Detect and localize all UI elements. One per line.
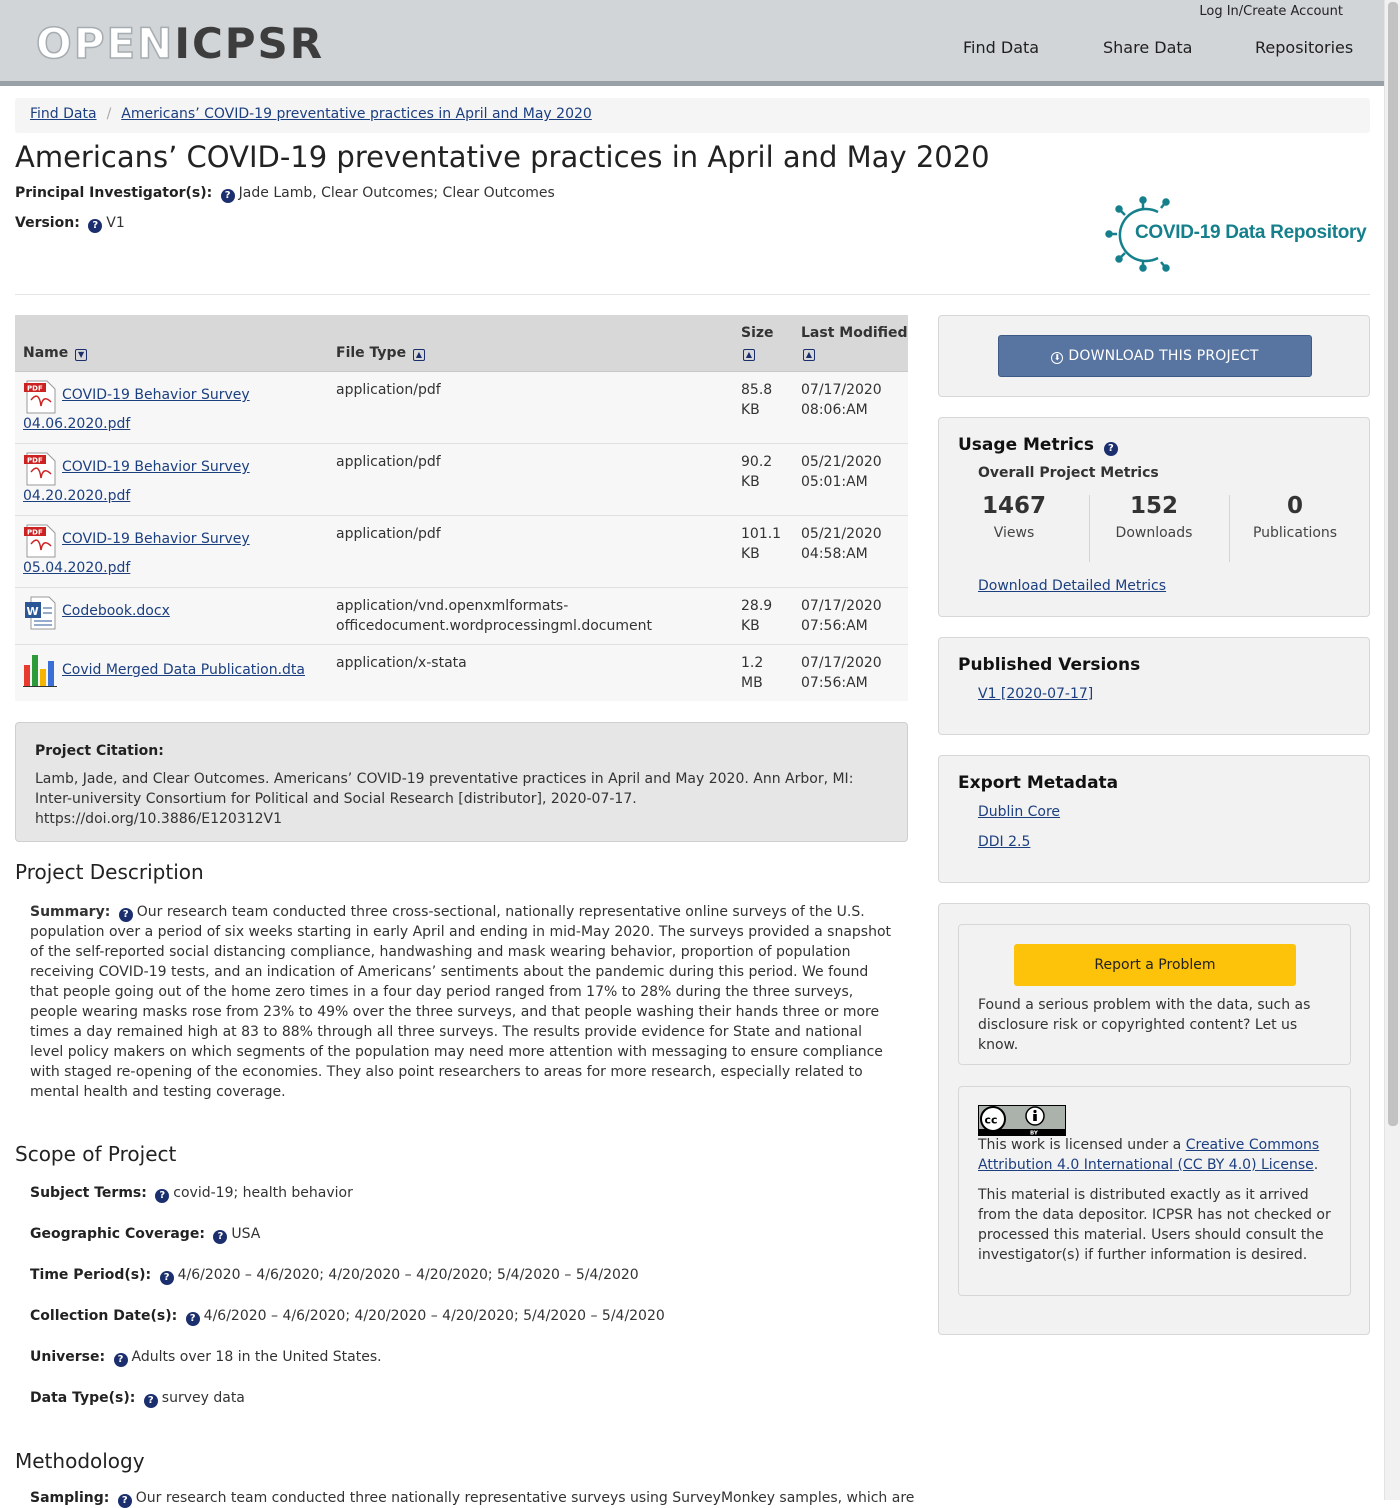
project-citation: [15, 722, 908, 842]
file-type: application/x-stata: [336, 655, 467, 671]
scope-time-periods: Time Period(s): ? 4/6/2020 – 4/6/2020; 4/20/2020 – 4/20/2020; 5/4/2020 – 5/4/2020: [30, 1267, 639, 1283]
help-icon[interactable]: ?: [144, 1394, 158, 1408]
scope-data-types: Data Type(s): ? survey data: [30, 1390, 245, 1406]
breadcrumb-separator: /: [106, 106, 112, 122]
citation-label: Project Citation:: [35, 743, 164, 759]
file-type: application/vnd.openxmlformats- officedocument.wordprocessingml.document: [336, 598, 652, 634]
openicpsr-logo[interactable]: OPENICPSR: [36, 19, 325, 68]
breadcrumb: [15, 98, 1370, 133]
help-icon[interactable]: ?: [160, 1271, 174, 1285]
file-link[interactable]: COVID-19 Behavior Survey 04.20.2020.pdf: [23, 459, 250, 504]
download-panel: [938, 315, 1370, 397]
covid-repository-logo-text: COVID-19 Data Repository: [1135, 222, 1367, 243]
covid-repository-logo[interactable]: [1105, 196, 1367, 276]
report-license-panel: [938, 903, 1370, 1335]
scope-subject-terms: Subject Terms: ? covid-19; health behavior: [30, 1185, 353, 1201]
section-heading-scope: Scope of Project: [15, 1142, 177, 1166]
help-icon[interactable]: ?: [88, 219, 102, 233]
svg-text:cc: cc: [984, 1113, 998, 1127]
file-type: application/pdf: [336, 526, 441, 542]
metric-views: 1467 Views: [981, 493, 1046, 541]
scrollbar-thumb[interactable]: [1388, 2, 1398, 1126]
page-title: Americans’ COVID-19 preventative practices in April and May 2020: [15, 140, 990, 174]
file-link[interactable]: COVID-19 Behavior Survey 04.06.2020.pdf: [23, 387, 250, 432]
nav-share-data[interactable]: Share Data: [1103, 38, 1193, 57]
usage-metrics-panel: [938, 417, 1370, 617]
file-size: 1.2 MB: [741, 655, 764, 691]
svg-text:W: W: [26, 605, 39, 618]
file-modified: 05/21/2020 04:58:AM: [801, 526, 882, 562]
export-metadata-panel: [938, 755, 1370, 883]
file-link[interactable]: COVID-19 Behavior Survey 05.04.2020.pdf: [23, 531, 250, 576]
login-create-account-link[interactable]: Log In/Create Account: [1199, 4, 1343, 19]
sort-down-icon[interactable]: ▼: [75, 349, 87, 361]
version-value: V1: [106, 215, 125, 231]
summary-label: Summary:: [30, 904, 111, 920]
file-size: 85.8 KB: [741, 382, 773, 418]
help-icon[interactable]: ?: [114, 1353, 128, 1367]
help-icon[interactable]: ?: [1104, 442, 1118, 456]
file-size: 101.1 KB: [741, 526, 782, 562]
file-modified: 07/17/2020 07:56:AM: [801, 598, 882, 634]
pi-value: Jade Lamb, Clear Outcomes; Clear Outcomes: [238, 185, 555, 201]
summary: [30, 902, 896, 1102]
metric-publications: 0 Publications: [1252, 493, 1338, 541]
scope-universe: Universe: ? Adults over 18 in the United States.: [30, 1349, 382, 1365]
published-versions-panel: [938, 637, 1370, 735]
pi-label: Principal Investigator(s): [15, 185, 207, 201]
file-table: [15, 315, 908, 701]
help-icon[interactable]: ?: [118, 1494, 132, 1508]
file-row: [15, 645, 908, 701]
cc-license-link[interactable]: Creative Commons Attribution 4.0 International (CC BY 4.0) License: [978, 1137, 1320, 1173]
file-type: application/pdf: [336, 382, 441, 398]
column-header-name[interactable]: Name ▼: [23, 343, 87, 363]
file-link[interactable]: Covid Merged Data Publication.dta: [62, 662, 306, 678]
published-versions-title: Published Versions: [958, 655, 1141, 675]
vertical-scrollbar[interactable]: [1384, 0, 1400, 1500]
file-modified: 07/17/2020 08:06:AM: [801, 382, 882, 418]
svg-text:PDF: PDF: [27, 384, 43, 393]
help-icon[interactable]: ?: [221, 189, 235, 203]
cc-by-license-badge[interactable]: [978, 1105, 1066, 1136]
breadcrumb-find-data[interactable]: Find Data: [30, 106, 97, 122]
version-label: Version: [15, 215, 75, 231]
methodology-sampling: Sampling: ? Our research team conducted three nationally representative surveys using SurveyMonkey samples, which are: [30, 1490, 915, 1506]
download-detailed-metrics-link[interactable]: Download Detailed Metrics: [978, 578, 1167, 594]
file-row: [15, 588, 908, 645]
file-link[interactable]: Codebook.docx: [62, 603, 170, 619]
section-heading-methodology: Methodology: [15, 1449, 145, 1473]
site-header: [0, 0, 1384, 86]
overall-metrics-subtitle: Overall Project Metrics: [978, 465, 1159, 481]
version-link[interactable]: V1 [2020-07-17]: [978, 686, 1094, 702]
report-problem-box: [958, 924, 1351, 1065]
help-icon[interactable]: ?: [155, 1189, 169, 1203]
export-ddi-link[interactable]: DDI 2.5: [978, 834, 1031, 850]
report-problem-text: Found a serious problem with the data, such as disclosure risk or copyrighted content? Let us know.: [978, 997, 1311, 1053]
svg-text:PDF: PDF: [27, 528, 43, 537]
license-statement: This work is licensed under a Creative Commons Attribution 4.0 International (CC BY 4.0) License.: [978, 1137, 1320, 1173]
export-dublin-core-link[interactable]: Dublin Core: [978, 804, 1061, 820]
citation-text: Lamb, Jade, and Clear Outcomes. Americans’ COVID-19 preventative practices in April and May 2020. Ann Arbor, MI: Inter-university Consortium for Political and Social Research [distributor], 2020-07-17. https://doi.org/10.3886/E120312V1: [35, 771, 854, 827]
scope-geographic-coverage: Geographic Coverage: ? USA: [30, 1226, 261, 1242]
principal-investigators: Principal Investigator(s): ? Jade Lamb, Clear Outcomes; Clear Outcomes: [15, 185, 555, 201]
file-row: [15, 516, 908, 588]
sort-up-icon[interactable]: ▲: [413, 349, 425, 361]
file-modified: 07/17/2020 07:56:AM: [801, 655, 882, 691]
file-table-header: [15, 315, 908, 372]
usage-metrics-title: Usage Metrics ?: [958, 435, 1122, 456]
help-icon[interactable]: ?: [119, 908, 133, 922]
license-box: [958, 1086, 1351, 1296]
svg-text:BY: BY: [1030, 1130, 1038, 1136]
export-metadata-title: Export Metadata: [958, 773, 1119, 793]
column-header-file-type[interactable]: File Type ▲: [336, 343, 425, 363]
sort-up-icon[interactable]: ▲: [743, 349, 755, 361]
sort-up-icon[interactable]: ▲: [803, 349, 815, 361]
nav-repositories[interactable]: Repositories: [1255, 38, 1354, 57]
download-icon: ⬇: [1051, 352, 1063, 364]
summary-text: Our research team conducted three cross-sectional, nationally representative online surveys of the U.S. population over a period of six weeks starting in early April and ending in mid-May 2020. The surveys provided a snapshot of the self-reported social distancing compliance, handwashing and mask wearing behavior, proportion of population receiving COVID-19 tests, and an indication of Americans’ sentiments about the pandemic during this period. We found that people going out of the home zero times in a four day period ranged from 17% to 28% during the three surveys, people wearing masks rose from 23% to 49% over the three surveys, and that people washing their hands three or more times a day remained high at 83 to 88% through all three surveys. The results provide evidence for State and national level policy makers on which segments of the population may need more attention with messaging to ensure compliance with staged re-opening of the economies. They also point researchers to areas for more research, especially related to mental health and testing coverage.: [30, 904, 892, 1100]
section-heading-description: Project Description: [15, 860, 204, 884]
report-problem-button[interactable]: Report a Problem: [1014, 944, 1296, 986]
download-project-button[interactable]: ⬇ DOWNLOAD THIS PROJECT: [998, 335, 1312, 377]
file-size: 28.9 KB: [741, 598, 773, 634]
version-line: Version: ? V1: [15, 215, 125, 231]
divider: [15, 294, 1370, 295]
svg-text:PDF: PDF: [27, 456, 43, 465]
scope-collection-dates: Collection Date(s): ? 4/6/2020 – 4/6/2020; 4/20/2020 – 4/20/2020; 5/4/2020 – 5/4/2020: [30, 1308, 665, 1324]
file-size: 90.2 KB: [741, 454, 773, 490]
file-row: [15, 444, 908, 516]
file-row: [15, 372, 908, 444]
file-modified: 05/21/2020 05:01:AM: [801, 454, 882, 490]
help-icon[interactable]: ?: [186, 1312, 200, 1326]
file-type: application/pdf: [336, 454, 441, 470]
help-icon[interactable]: ?: [213, 1230, 227, 1244]
license-disclaimer: This material is distributed exactly as it arrived from the data depositor. ICPSR has not checked or processed this material. Users should consult the investigator(s) if further information is desired.: [978, 1187, 1331, 1263]
nav-find-data[interactable]: Find Data: [963, 38, 1040, 57]
metric-downloads: 152 Downloads: [1115, 493, 1193, 541]
breadcrumb-project[interactable]: Americans’ COVID-19 preventative practices in April and May 2020: [121, 106, 592, 122]
column-header-last-modified[interactable]: Last Modified ▲: [801, 325, 908, 359]
column-header-size[interactable]: Size ▲: [741, 325, 774, 359]
